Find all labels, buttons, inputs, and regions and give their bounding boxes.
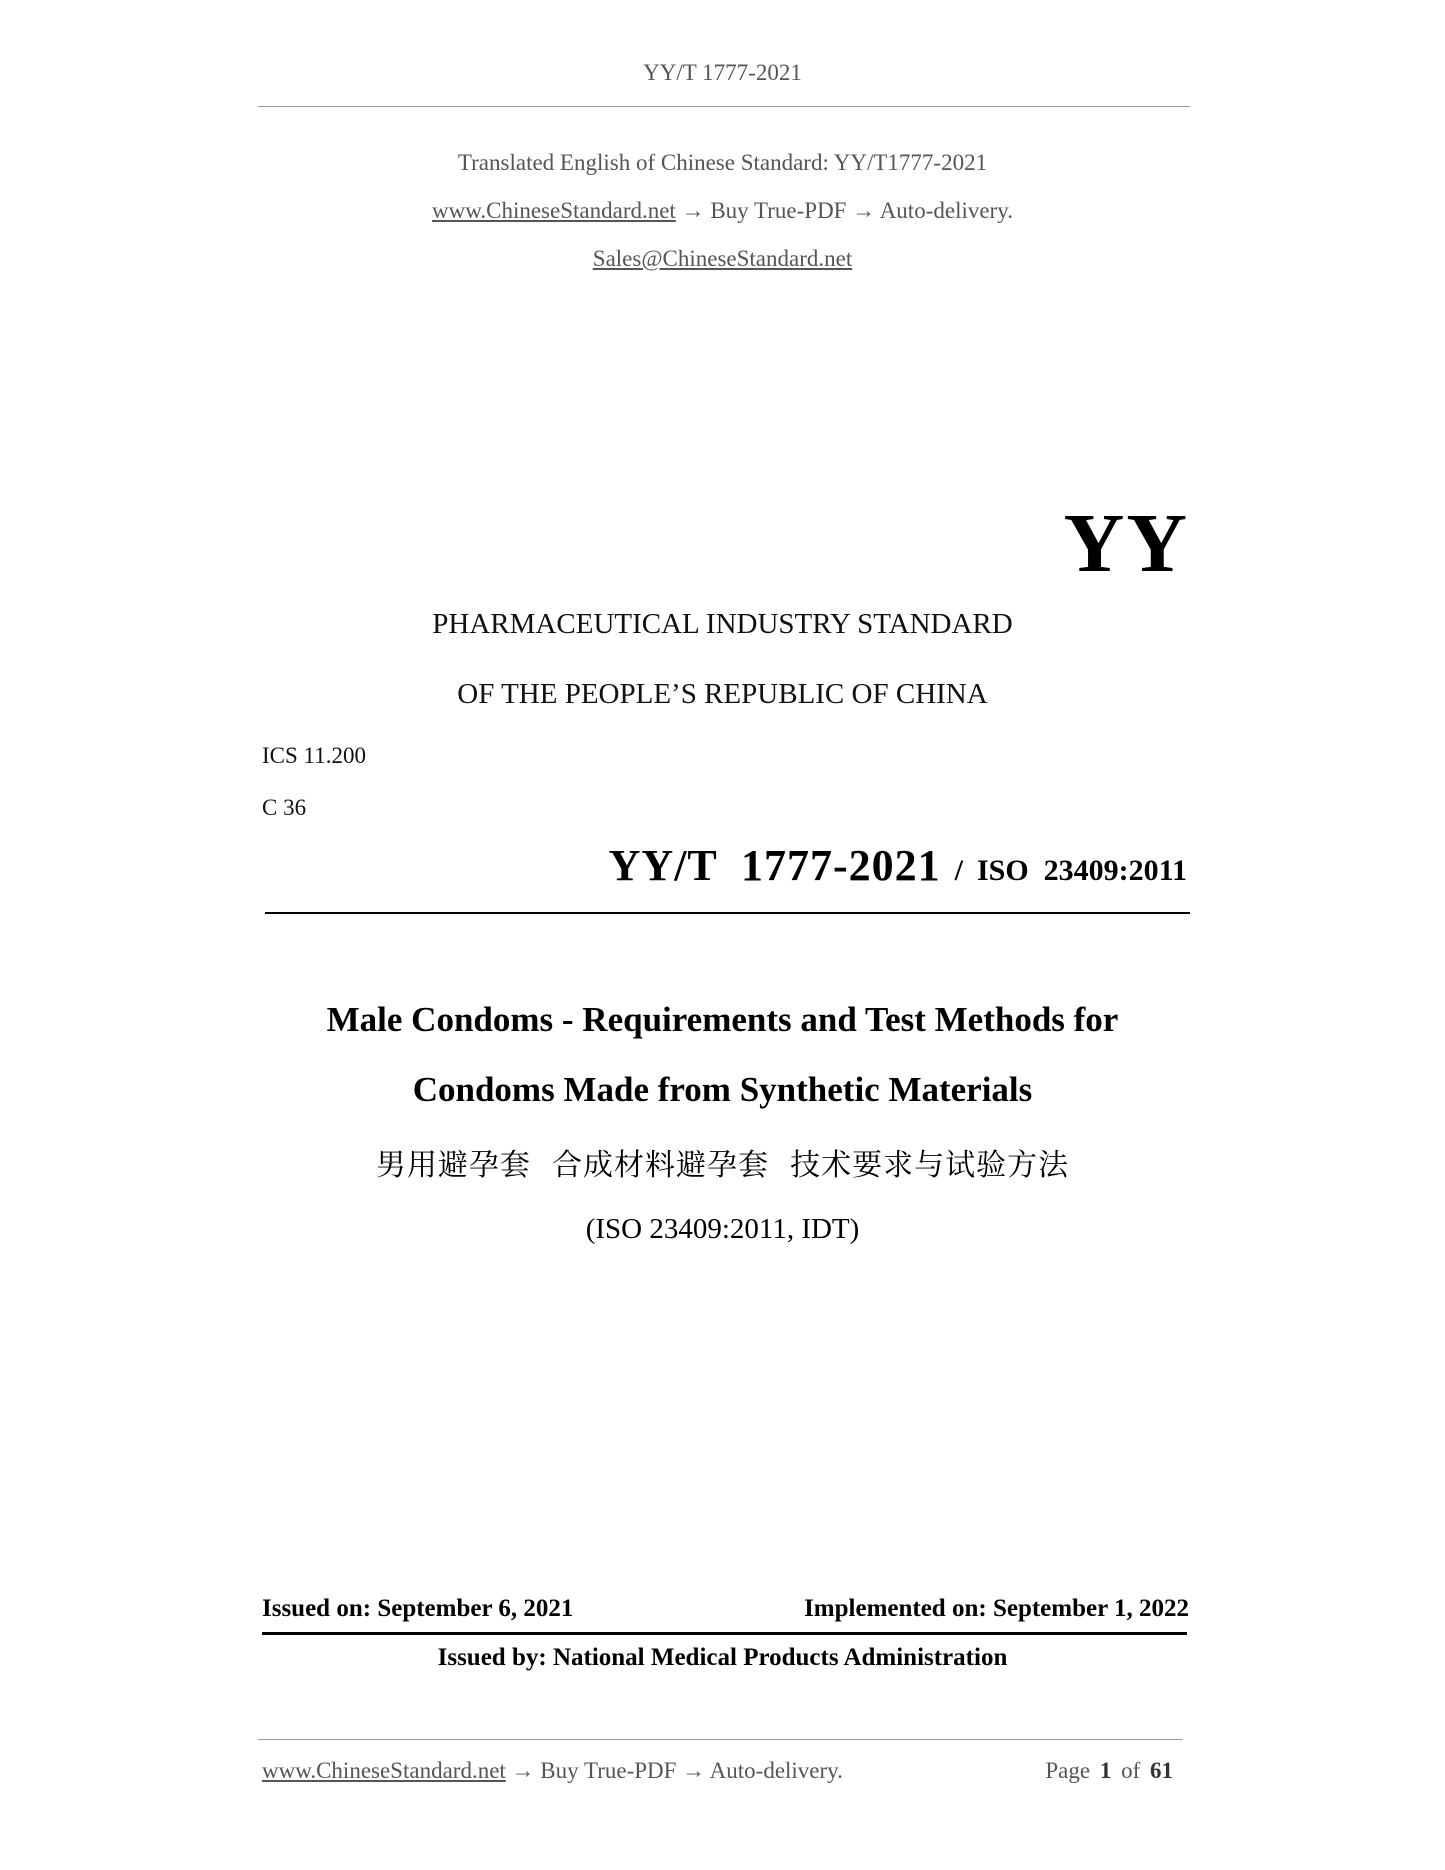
promo-email-line [0,246,1445,272]
header-standard-code: YY/T 1777-2021 [643,60,802,85]
standard-mark: YY [1063,497,1189,590]
site-link[interactable]: www.ChineseStandard.net [432,198,676,223]
implemented-on-date: Implemented on: September 1, 2022 [804,1595,1189,1622]
footer-purchase-text: → Buy True-PDF → Auto-delivery. [505,1758,843,1783]
standard-number-iso: ISO 23409:2011 [976,854,1187,887]
promo-translation-note: Translated English of Chinese Standard: YY/T1777-2021 [457,150,988,175]
footer-site-link[interactable]: www.ChineseStandard.net [262,1758,506,1783]
title-english-line-1: Male Condoms - Requirements and Test Methods for [326,1000,1119,1039]
standard-number-separator: / [954,854,963,887]
standard-type-line-1: PHARMACEUTICAL INDUSTRY STANDARD [432,608,1013,640]
standard-type-line-2: OF THE PEOPLE’S REPUBLIC OF CHINA [457,678,988,710]
ccs-code: C 36 [262,795,307,820]
ics-code: ICS 11.200 [262,743,366,768]
title-english-line-2: Condoms Made from Synthetic Materials [412,1070,1033,1109]
header-divider [258,106,1190,107]
footer-purchase-line [262,1758,843,1784]
promo-purchase-text: → Buy True-PDF → Auto-delivery. [675,198,1013,223]
footer-divider [258,1739,1183,1740]
page-total: 61 [1150,1758,1173,1783]
adoption-note: (ISO 23409:2011, IDT) [585,1213,860,1245]
issued-on-date: Issued on: September 6, 2021 [262,1595,574,1622]
standard-number [609,840,1187,891]
title-chinese: 男用避孕套 合成材料避孕套 技术要求与试验方法 [375,1148,1070,1183]
standard-number-main: YY/T 1777-2021 [608,841,941,890]
page-number [1045,1758,1177,1784]
sales-email-link[interactable]: Sales@ChineseStandard.net [592,246,853,271]
standard-number-divider [265,912,1190,914]
page-current: 1 [1099,1758,1112,1783]
page-of: of [1121,1758,1141,1783]
dates-divider [262,1632,1187,1635]
page-label: Page [1045,1758,1091,1783]
promo-purchase-line [0,198,1445,224]
issuing-authority: Issued by: National Medical Products Administration [437,1644,1008,1671]
